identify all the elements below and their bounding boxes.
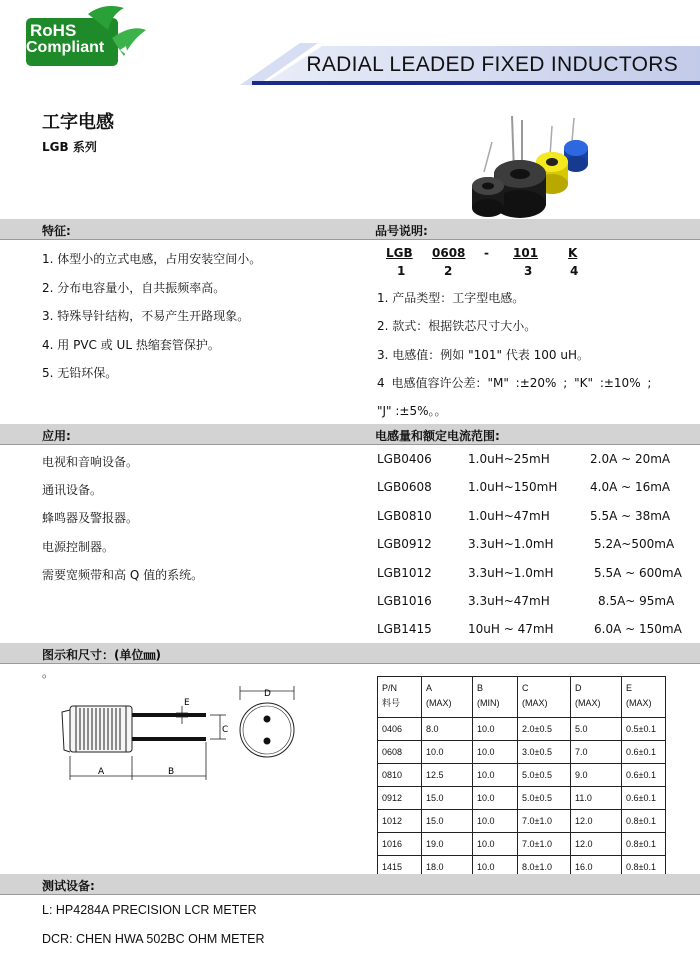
- rohs-logo-line2: Compliant: [26, 39, 105, 56]
- applications-section-bar: [0, 424, 700, 445]
- range-current: 2.0A ~ 20mA: [590, 452, 671, 466]
- dimensions-section-bar: [0, 643, 700, 664]
- header-sublabel: (MAX): [626, 698, 652, 708]
- table-header-cell: [422, 677, 473, 718]
- table-cell: 12.5: [422, 764, 473, 787]
- range-model: LGB1016: [377, 594, 432, 608]
- table-cell: 19.0: [422, 833, 473, 856]
- part-explanation-item: 2. 款式：根据铁芯尺寸大小。: [377, 319, 537, 333]
- dim-label-b: B: [168, 767, 175, 777]
- table-cell: 7.0±1.0: [518, 810, 571, 833]
- header-sublabel: (MAX): [522, 698, 548, 708]
- part-explanation-item: 1. 产品类型：工字型电感。: [377, 291, 525, 305]
- table-cell: 10.0: [422, 741, 473, 764]
- dimensions-heading: 图示和尺寸：(单位㎜): [42, 648, 161, 662]
- header-label: B: [477, 683, 484, 693]
- range-inductance: 10uH ~ 47mH: [468, 622, 554, 636]
- table-cell: 8.0: [422, 718, 473, 741]
- table-cell: 10.0: [473, 810, 518, 833]
- features-section-bar: [0, 219, 700, 240]
- page-header: [0, 0, 700, 85]
- header-label: D: [575, 683, 582, 693]
- table-cell: 10.0: [473, 741, 518, 764]
- feature-item: 2. 分布电容量小，自共振频率高。: [42, 281, 226, 295]
- range-model: LGB1012: [377, 566, 432, 580]
- range-inductance: 1.0uH~150mH: [468, 480, 558, 494]
- table-cell: 0.8±0.1: [622, 856, 666, 879]
- part-index: 3: [524, 264, 533, 278]
- table-cell: 0.8±0.1: [622, 810, 666, 833]
- range-model: LGB0608: [377, 480, 432, 494]
- header-label: E: [626, 683, 633, 693]
- table-cell: 2.0±0.5: [518, 718, 571, 741]
- test-equipment-item: DCR: CHEN HWA 502BC OHM METER: [42, 932, 265, 946]
- dimension-drawing: [56, 680, 306, 790]
- application-item: 蜂鸣器及警报器。: [42, 511, 139, 525]
- part-index: 1: [397, 264, 406, 278]
- table-cell: 5.0±0.5: [518, 787, 571, 810]
- header-label: A: [426, 683, 433, 693]
- table-cell: 0.6±0.1: [622, 787, 666, 810]
- dim-label-d: D: [264, 689, 271, 699]
- table-cell: 7.0±1.0: [518, 833, 571, 856]
- table-cell: 12.0: [571, 833, 622, 856]
- range-inductance: 3.3uH~1.0mH: [468, 566, 554, 580]
- table-cell: 0608: [378, 741, 422, 764]
- table-cell: 1415: [378, 856, 422, 879]
- range-model: LGB1415: [377, 622, 432, 636]
- table-cell: 10.0: [473, 718, 518, 741]
- table-cell: 1016: [378, 833, 422, 856]
- dim-label-e: E: [184, 698, 190, 708]
- table-header-cell: [518, 677, 571, 718]
- part-explanation-item: 3. 电感值：例如 "101" 代表 100 uH。: [377, 348, 589, 362]
- part-code-tolerance: K: [568, 246, 578, 260]
- part-explanation-item: 4 电感值容许公差："M" :±20% ; "K" :±10% ;: [377, 376, 652, 390]
- part-index: 4: [570, 264, 579, 278]
- part-index: 2: [444, 264, 453, 278]
- part-code-type: LGB: [386, 246, 413, 260]
- application-item: 电视和音响设备。: [42, 455, 139, 469]
- table-row: [378, 718, 666, 741]
- table-cell: 3.0±0.5: [518, 741, 571, 764]
- table-cell: 0.6±0.1: [622, 764, 666, 787]
- table-cell: 10.0: [473, 787, 518, 810]
- table-header-row: [378, 677, 666, 718]
- dim-label-c: C: [222, 725, 229, 735]
- range-inductance: 1.0uH~47mH: [468, 509, 550, 523]
- table-cell: 11.0: [571, 787, 622, 810]
- range-current: 5.5A ~ 600mA: [594, 566, 682, 580]
- table-cell: 0912: [378, 787, 422, 810]
- rohs-logo-line1: RoHS: [30, 21, 77, 40]
- table-cell: 18.0: [422, 856, 473, 879]
- dim-label-a: A: [98, 767, 105, 777]
- table-cell: 7.0: [571, 741, 622, 764]
- header-sublabel: (MIN): [477, 698, 500, 708]
- range-inductance: 3.3uH~47mH: [468, 594, 550, 608]
- feature-item: 4. 用 PVC 或 UL 热缩套管保护。: [42, 338, 220, 352]
- table-cell: 10.0: [473, 764, 518, 787]
- header-sublabel: (MAX): [426, 698, 452, 708]
- table-header-cell: [473, 677, 518, 718]
- table-header-cell: [571, 677, 622, 718]
- part-explanation-item: "J" :±5%。。: [377, 404, 447, 418]
- table-cell: 0406: [378, 718, 422, 741]
- product-series: LGB 系列: [42, 140, 97, 154]
- features-heading: 特征:: [42, 224, 71, 238]
- range-current: 6.0A ~ 150mA: [594, 622, 682, 636]
- table-cell: 12.0: [571, 810, 622, 833]
- feature-item: 3. 特殊导针结构，不易产生开路现象。: [42, 309, 250, 323]
- range-current: 4.0A ~ 16mA: [590, 480, 671, 494]
- table-cell: 0.8±0.1: [622, 833, 666, 856]
- rohs-logo-text: [26, 22, 104, 56]
- table-header-cell: [378, 677, 422, 718]
- table-cell: 0810: [378, 764, 422, 787]
- table-cell: 10.0: [473, 856, 518, 879]
- table-cell: 0.5±0.1: [622, 718, 666, 741]
- test-equipment-heading: 测试设备:: [42, 879, 95, 893]
- test-equipment-section-bar: [0, 874, 700, 895]
- header-sublabel: (MAX): [575, 698, 601, 708]
- range-inductance: 3.3uH~1.0mH: [468, 537, 554, 551]
- header-sublabel: 料号: [382, 698, 401, 708]
- part-code-dash: -: [484, 246, 489, 260]
- part-code-value: 101: [513, 246, 539, 260]
- feature-item: 1. 体型小的立式电感，占用安装空间小。: [42, 252, 262, 266]
- table-row: [378, 833, 666, 856]
- application-item: 需要宽频带和高 Q 值的系统。: [42, 568, 204, 582]
- ranges-heading: 电感量和额定电流范围:: [375, 429, 500, 443]
- feature-item: 5. 无铅环保。: [42, 366, 118, 380]
- application-item: 电源控制器。: [42, 540, 115, 554]
- range-current: 5.2A~500mA: [594, 537, 675, 551]
- table-cell: 15.0: [422, 787, 473, 810]
- document-title: RADIAL LEADED FIXED INDUCTORS: [306, 53, 678, 76]
- inductor-photo-icon: [462, 112, 602, 224]
- table-cell: 8.0±1.0: [518, 856, 571, 879]
- range-current: 8.5A~ 95mA: [598, 594, 675, 608]
- table-cell: 9.0: [571, 764, 622, 787]
- range-model: LGB0912: [377, 537, 432, 551]
- table-cell: 15.0: [422, 810, 473, 833]
- table-cell: 0.6±0.1: [622, 741, 666, 764]
- part-number-heading: 品号说明:: [375, 224, 428, 238]
- dimension-table: [377, 676, 666, 879]
- table-row: [378, 764, 666, 787]
- table-cell: 5.0: [571, 718, 622, 741]
- range-model: LGB0406: [377, 452, 432, 466]
- dimensions-dot: 。: [42, 666, 55, 680]
- test-equipment-item: L: HP4284A PRECISION LCR METER: [42, 903, 257, 917]
- table-cell: 1012: [378, 810, 422, 833]
- table-header-cell: [622, 677, 666, 718]
- part-code-size: 0608: [432, 246, 466, 260]
- application-item: 通讯设备。: [42, 483, 103, 497]
- header-label: P/N: [382, 683, 398, 693]
- table-row: [378, 787, 666, 810]
- product-title: 工字电感: [42, 112, 114, 133]
- range-model: LGB0810: [377, 509, 432, 523]
- table-row: [378, 741, 666, 764]
- range-current: 5.5A ~ 38mA: [590, 509, 671, 523]
- table-row: [378, 810, 666, 833]
- table-cell: 16.0: [571, 856, 622, 879]
- header-label: C: [522, 683, 529, 693]
- applications-heading: 应用:: [42, 429, 71, 443]
- table-cell: 10.0: [473, 833, 518, 856]
- table-cell: 5.0±0.5: [518, 764, 571, 787]
- range-inductance: 1.0uH~25mH: [468, 452, 550, 466]
